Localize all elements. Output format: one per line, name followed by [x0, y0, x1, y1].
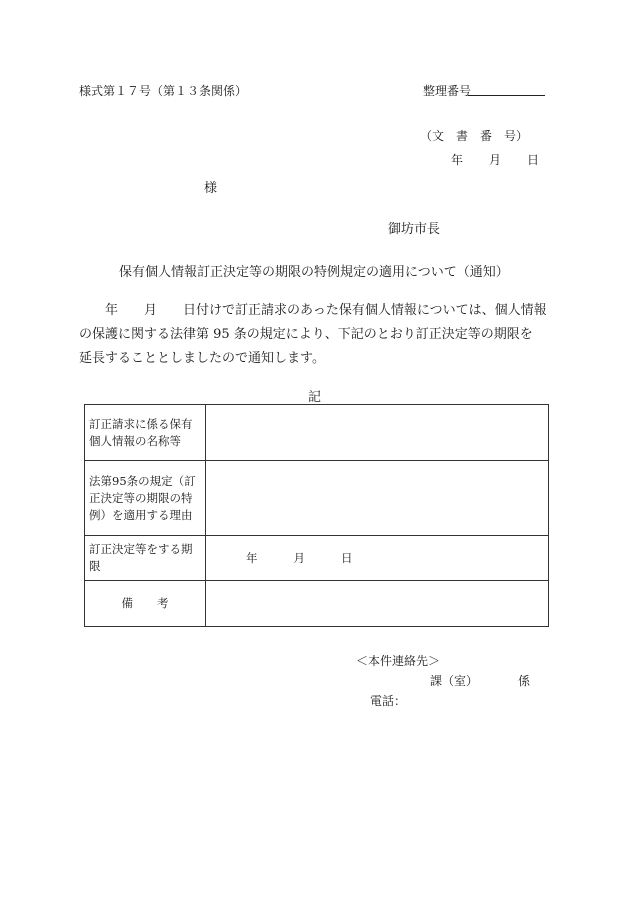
ki-heading: 記 — [308, 390, 322, 405]
reference-number-label: 整理番号 — [423, 84, 472, 98]
issue-date — [451, 151, 539, 168]
row-label-info-name: 訂正請求に係る保有個人情報の名称等 — [85, 405, 206, 461]
remarks-char-1: 備 — [121, 596, 133, 610]
contact-section-label: 係 — [518, 674, 531, 688]
deadline-day: 日 — [341, 550, 353, 565]
date-month: 月 — [489, 153, 502, 167]
table-row — [85, 405, 549, 461]
row-label-remarks — [85, 581, 206, 627]
table-row — [85, 581, 549, 627]
form-number: 様式第１７号（第１３条関係） — [79, 84, 248, 98]
table-row — [85, 461, 549, 536]
body-line-3: 延長することとしましたので通知します。 — [79, 351, 325, 366]
body-line-2: の保護に関する法律第 95 条の規定により、下記のとおり訂正決定等の期限を — [79, 327, 533, 342]
date-day: 日 — [527, 153, 540, 167]
row-value-info-name — [206, 405, 549, 461]
remarks-char-2: 考 — [157, 596, 169, 610]
deadline-month: 月 — [293, 550, 305, 565]
row-label-deadline: 訂正決定等をする期限 — [85, 536, 206, 581]
contact-dept-label: 課（室） — [430, 674, 479, 688]
row-value-remarks — [206, 581, 549, 627]
contact-phone: 電話： — [370, 694, 407, 708]
sender: 御坊市長 — [388, 222, 441, 237]
table-row — [85, 536, 549, 581]
notice-body — [79, 299, 555, 371]
notice-title: 保有個人情報訂正決定等の期限の特例規定の適用について（通知） — [119, 265, 509, 280]
contact-heading: ＜本件連絡先＞ — [356, 654, 441, 668]
row-value-deadline — [206, 536, 549, 581]
deadline-year: 年 — [246, 550, 258, 565]
row-label-reason: 法第95条の規定（訂正決定等の期限の特例）を適用する理由 — [85, 461, 206, 536]
details-table — [84, 404, 549, 627]
body-line-1: 年 月 日付けで訂正請求のあった保有個人情報については、個人情報 — [79, 303, 547, 318]
date-year: 年 — [451, 153, 464, 167]
contact-department — [430, 672, 530, 689]
reference-number-line — [468, 95, 545, 96]
document-number: （文 書 番 号） — [420, 129, 529, 143]
recipient-suffix: 様 — [204, 181, 218, 196]
row-value-reason — [206, 461, 549, 536]
